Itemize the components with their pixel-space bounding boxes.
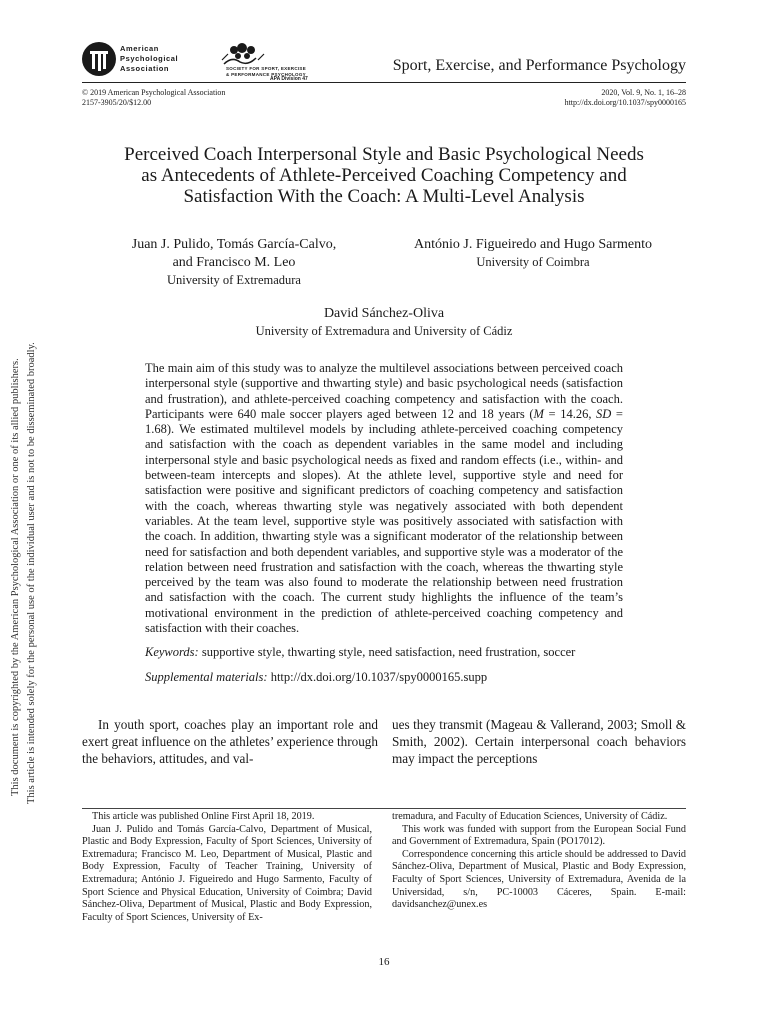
copyright-block xyxy=(82,88,225,108)
division-label: APA Division 47 xyxy=(270,76,308,82)
sidebar-line-2: This article is intended solely for the personal use of the individual user and is not to be disseminated broadly. xyxy=(26,342,37,804)
authors-left-line-1: Juan J. Pulido, Tomás García-Calvo, xyxy=(131,237,337,252)
abstract xyxy=(145,361,623,636)
copyright: © 2019 American Psychological Association xyxy=(82,88,226,97)
supplemental-materials xyxy=(145,669,635,685)
journal-title: Sport, Exercise, and Performance Psychology xyxy=(392,57,686,74)
header-rule xyxy=(82,82,686,83)
authors-left-line-2: and Francisco M. Leo xyxy=(172,255,296,270)
author-group-center xyxy=(84,305,684,339)
footnotes-right xyxy=(392,811,686,912)
issn: 2157-3905/20/$12.00 xyxy=(82,98,152,107)
apa-logo-line-1: American xyxy=(120,44,159,53)
sd-value: = 1.68 xyxy=(145,406,623,437)
affiliation-center: University of Extremadura and University of Cádiz xyxy=(255,324,513,338)
footnote-correspondence: Correspondence concerning this article should be addressed to David Sánchez-Oliva, Department of Musical, Plastic and Body Expression, Faculty of Sport Sciences, University of Extremadura, Avenida de la Universidad, s/n, PC-10003 Cáceres, Spain. E-mail: davidsanchez@unex.es xyxy=(392,848,686,911)
copyright-sidebar xyxy=(6,268,44,804)
sd-label: SD xyxy=(596,406,612,421)
doi-link[interactable]: http://dx.doi.org/10.1037/spy0000165 xyxy=(564,98,686,107)
footnotes-left xyxy=(82,811,372,924)
volume-info: 2020, Vol. 9, No. 1, 16–28 xyxy=(601,88,686,97)
affiliation-right: University of Coimbra xyxy=(476,255,590,269)
supplemental-link[interactable]: http://dx.doi.org/10.1037/spy0000165.supp xyxy=(267,670,488,684)
title-line-3: Satisfaction With the Coach: A Multi-Level Analysis xyxy=(183,186,585,207)
supplemental-label: Supplemental materials: xyxy=(145,670,268,684)
sport-figures-icon xyxy=(220,42,270,66)
sidebar-line-1: This document is copyrighted by the American Psychological Association or one of its allied publishers. xyxy=(10,358,21,796)
footnote-funding: This work was funded with support from the European Social Fund and Government of Extremadura, Spain (PO17012). xyxy=(392,823,686,848)
body-column-1: In youth sport, coaches play an important role and exert great influence on the athletes’ experience through the behaviors, attitudes, and val- xyxy=(82,717,378,766)
keywords xyxy=(145,644,635,660)
abstract-part-2: ). We estimated multilevel models by including athlete-perceived coaching competency and satisfaction with the coach as dependent variables in the same model and including interpersonal style and basic psychological needs as fixed and random effects (i.e., within- and between-team intercepts and slopes). At the athlete level, supportive style and need for satisfaction were positive and significant predictors of coaching competency and satisfaction with the coach, whereas thwarting style was negatively associated with both dependent variables. At the team level, supportive style was positively associated with satisfaction with the coach. In addition, thwarting style was a significant moderator of the relationship between need for satisfaction and both dependent variables, and supportive style was a moderator of the relation between need frustration and satisfaction with the coach, whereas the thwarting style perceived by the team was also found to moderate the relationship between need frustration and satisfaction with the coach. The current study highlights the influence of the team’s motivational environment in the prediction of athlete-perceived coaching competency and satisfaction with their coaches. xyxy=(145,422,623,636)
body-column-2: ues they transmit (Mageau & Vallerand, 2003; Smoll & Smith, 2002). Certain interpersonal coach behaviors may impact the perceptions xyxy=(392,717,686,766)
footnote-rule xyxy=(82,808,686,809)
title-line-1: Perceived Coach Interpersonal Style and Basic Psychological Needs xyxy=(124,144,644,165)
author-group-right xyxy=(380,236,686,270)
apa-logo-line-3: Association xyxy=(120,64,170,73)
article-title xyxy=(60,144,708,207)
mean-label: M xyxy=(533,406,544,421)
authors-right: António J. Figueiredo and Hugo Sarmento xyxy=(414,237,652,252)
footnote-affiliations: Juan J. Pulido and Tomás García-Calvo, Department of Musical, Plastic and Body Expression, Faculty of Sport Sciences, University of Extremadura; Francisco M. Leo, Department of Musical, Plastic and Body Expression, Faculty of Teacher Training, University of Extremadura; António J. Figueiredo and Hugo Sarmento, Faculty of Sport Science and Physical Education, University of Coimbra; David Sánchez-Oliva, Department of Musical, Plastic and Body Expression, Faculty of Sport Sciences, University of Ex- xyxy=(82,823,372,923)
keywords-text: supportive style, thwarting style, need satisfaction, need frustration, soccer xyxy=(198,645,576,659)
footnote-published: This article was published Online First April 18, 2019. xyxy=(92,811,315,822)
citation-block xyxy=(565,88,686,108)
author-group-left xyxy=(84,236,384,288)
abstract-part-1: The main aim of this study was to analyze the multilevel associations between perceived coach interpersonal style (supportive and thwarting style) and basic psychological needs (satisfaction and frustration), and athlete-perceived coaching competency and satisfaction with the coach. Participants were 640 male soccer players aged between 12 and 18 years ( xyxy=(145,361,623,421)
apa-logo xyxy=(82,42,192,82)
apa-logo-icon xyxy=(82,42,116,76)
footnote-affiliations-cont: tremadura, and Faculty of Education Sciences, University of Cádiz. xyxy=(392,811,668,822)
division-logo-line-1: SOCIETY FOR SPORT, EXERCISE xyxy=(226,66,307,71)
author-center: David Sánchez-Oliva xyxy=(323,306,445,321)
mean-value: = 14.26, xyxy=(543,406,597,421)
apa-logo-line-2: Psychological xyxy=(120,54,179,63)
title-line-2: as Antecedents of Athlete-Perceived Coaching Competency and xyxy=(141,165,627,186)
division-47-logo xyxy=(208,42,323,82)
affiliation-left: University of Extremadura xyxy=(167,273,301,287)
division-logo-line-2: & PERFORMANCE PSYCHOLOGY xyxy=(226,71,306,77)
keywords-label: Keywords: xyxy=(145,645,199,659)
page-number: 16 xyxy=(378,956,390,968)
